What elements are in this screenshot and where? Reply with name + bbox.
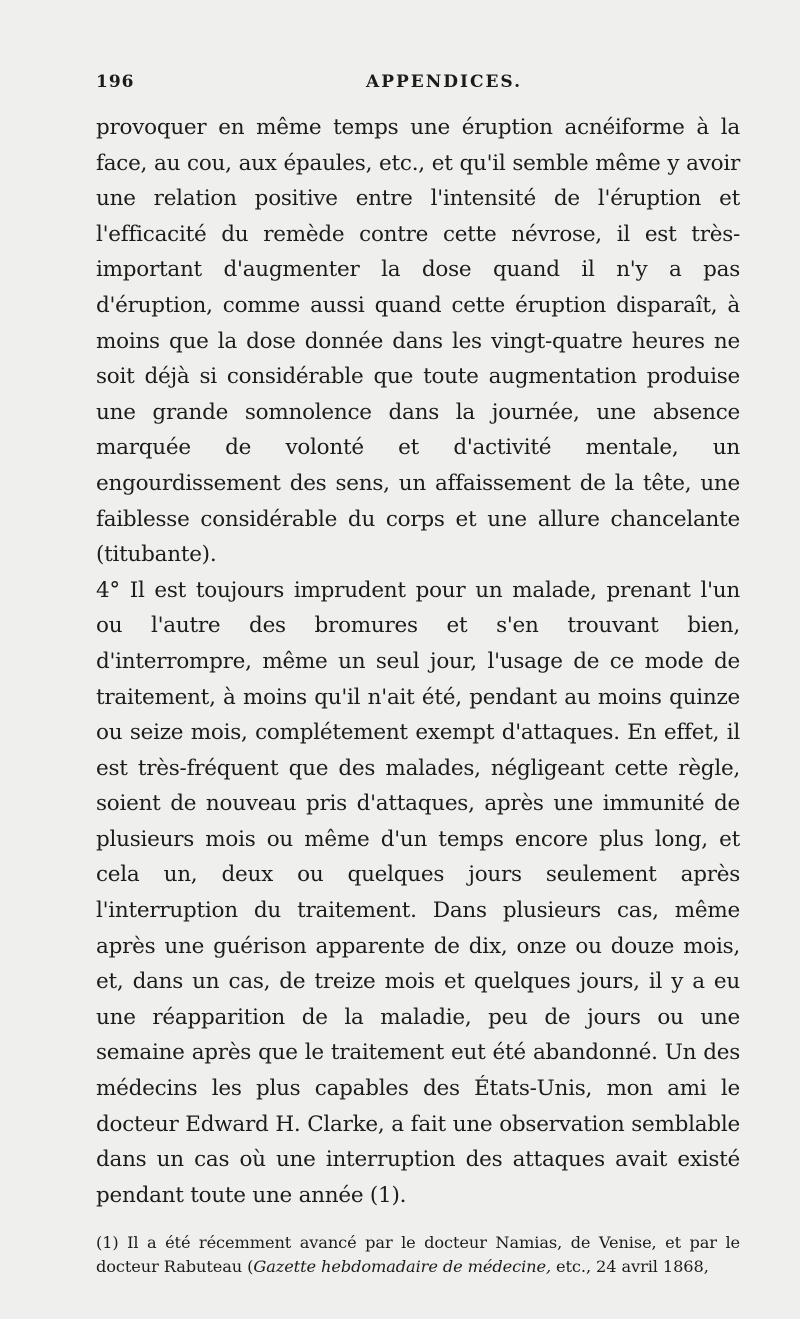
running-header — [96, 72, 740, 94]
footnote-text-start: (1) Il a été récemment avancé par le docteur Namias, de Venise, et par le docteur Rabuteau ( — [96, 1233, 740, 1277]
footnote-text-end: etc., 24 avril 1868, — [551, 1257, 709, 1277]
main-text — [96, 110, 740, 1213]
page-number: 196 — [96, 72, 135, 92]
paragraph-point-4: 4° Il est toujours imprudent pour un malade, prenant l'un ou l'autre des bromures et s'en trouvant bien, d'interrompre, même un seul jour, l'usage de ce mode de traitement, à moins qu'il n'ait été, pendant au moins quinze ou seize mois, complétement exempt d'attaques. En effet, il est très-fréquent que des malades, négligeant cette règle, soient de nouveau pris d'attaques, après une immunité de plusieurs mois ou même d'un temps encore plus long, et cela un, deux ou quelques jours seulement après l'interruption du traitement. Dans plusieurs cas, même après une guérison apparente de dix, onze ou douze mois, et, dans un cas, de treize mois et quelques jours, il y a eu une réapparition de la maladie, peu de jours ou une semaine après que le traitement eut été abandonné. Un des médecins les plus capables des États-Unis, mon ami le docteur Edward H. Clarke, a fait une observation semblable dans un cas où une interruption des attaques avait existé pendant toute une année (1). — [96, 577, 740, 1208]
footnote-journal-title: Gazette hebdomadaire de médecine, — [253, 1257, 551, 1277]
running-title: APPENDICES. — [366, 72, 523, 92]
paragraph-continuation: provoquer en même temps une éruption acnéiforme à la face, au cou, aux épaules, etc., et qu'il semble même y avoir une relation positive entre l'intensité de l'éruption et l'efficacité du remède contre cette névrose, il est très-important d'augmenter la dose quand il n'y a pas d'éruption, comme aussi quand cette éruption disparaît, à moins que la dose donnée dans les vingt-quatre heures ne soit déjà si considérable que toute augmentation produise une grande somnolence dans la journée, une absence marquée de volonté et d'activité mentale, un engourdissement des sens, un affaissement de la tête, une faiblesse considérable du corps et une allure chancelante (titubante). — [96, 115, 740, 568]
footnote — [96, 1231, 740, 1279]
